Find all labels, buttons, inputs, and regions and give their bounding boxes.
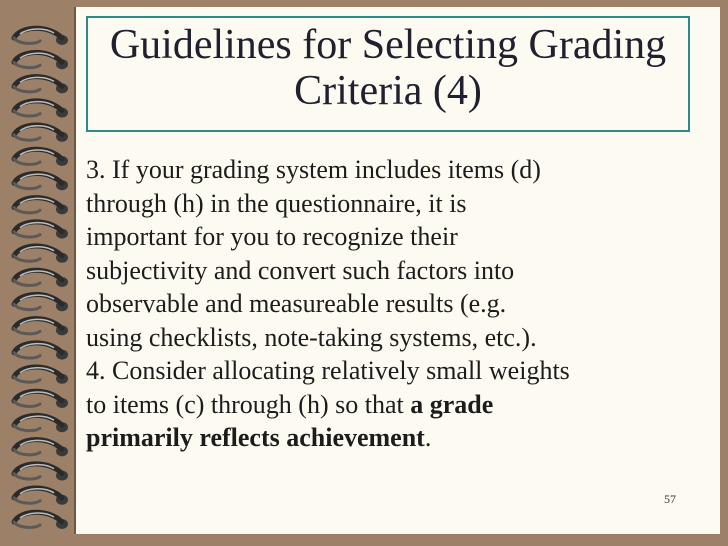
text-plain: to items (c) through (h) so that bbox=[86, 389, 411, 419]
text-line: subjectivity and convert such factors into bbox=[86, 255, 515, 285]
binding-ring bbox=[14, 101, 68, 118]
guideline-item-4 bbox=[86, 354, 701, 455]
binding-ring bbox=[14, 246, 68, 263]
text-line: important for you to recognize their bbox=[86, 222, 458, 251]
binding-ring bbox=[14, 488, 68, 505]
spiral-binding-icon bbox=[0, 0, 90, 546]
title-line-2: Criteria (4) bbox=[294, 68, 482, 114]
binding-ring bbox=[14, 222, 68, 239]
text-emphasis: a grade bbox=[410, 389, 494, 419]
text-plain: . bbox=[424, 423, 432, 452]
binding-ring bbox=[14, 464, 68, 481]
binding-ring bbox=[14, 391, 68, 408]
guideline-item-3 bbox=[86, 153, 701, 354]
text-emphasis: primarily reflects achievement bbox=[86, 423, 425, 452]
slide-title bbox=[86, 22, 690, 114]
binding-ring bbox=[14, 294, 68, 311]
text-line: using checklists, note-taking systems, etc.). bbox=[86, 322, 537, 352]
binding-ring bbox=[14, 52, 68, 69]
slide-body bbox=[86, 153, 701, 455]
binding-ring bbox=[14, 270, 68, 287]
binding-ring bbox=[14, 198, 68, 215]
binding-ring bbox=[14, 512, 68, 529]
binding-ring bbox=[14, 319, 68, 336]
text-line: through (h) in the questionnaire, it is bbox=[86, 188, 467, 218]
text-line: observable and measureable results (e.g. bbox=[86, 289, 507, 318]
binding-ring bbox=[14, 440, 68, 457]
page-number: 57 bbox=[664, 492, 676, 506]
binding-ring bbox=[14, 28, 68, 45]
binding-ring bbox=[14, 77, 68, 94]
binding-ring bbox=[14, 125, 68, 142]
text-line bbox=[86, 421, 701, 455]
binding-ring bbox=[14, 173, 68, 190]
title-line-1: Guidelines for Selecting Grading bbox=[109, 22, 667, 68]
binding-ring bbox=[14, 415, 68, 432]
binding-ring bbox=[14, 343, 68, 360]
text-line: 3. If your grading system includes items (d) bbox=[86, 155, 541, 184]
binding-ring bbox=[14, 367, 68, 384]
text-line: 4. Consider allocating relatively small weights bbox=[86, 356, 570, 385]
binding-ring bbox=[14, 149, 68, 166]
text-line bbox=[86, 388, 701, 422]
